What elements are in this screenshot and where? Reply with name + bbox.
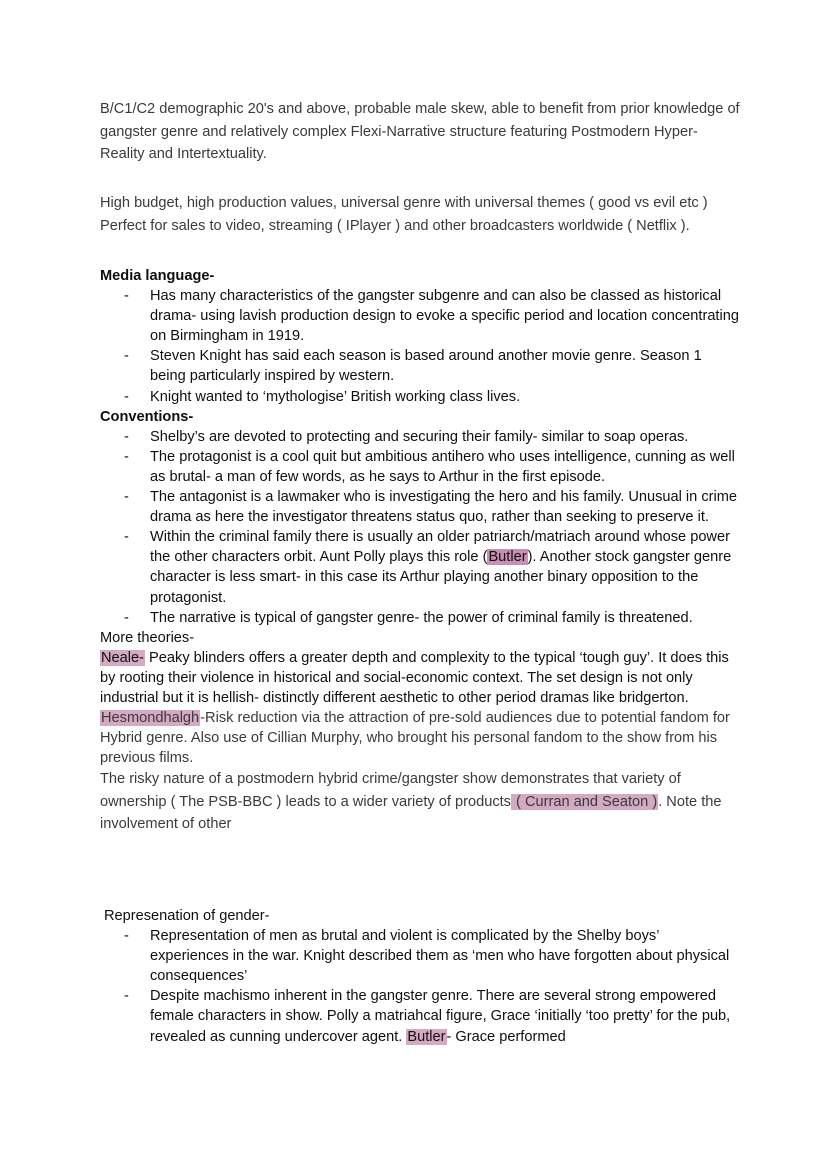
gender-heading: Represenation of gender- <box>104 908 270 924</box>
audience-paragraph: B/C1/C2 demographic 20's and above, probable male skew, able to benefit from prior knowledge of gangster genre and relatively complex Flexi-Narrative structure featuring Postmodern Hyper-Reality and Intertextuality. <box>100 101 740 162</box>
media-language-list <box>100 286 740 407</box>
gender-section <box>100 906 740 1047</box>
curran-paragraph: The risky nature of a postmodern hybrid crime/gangster show demonstrates that variety of ownership ( The PSB-BBC ) leads to a wider variety of products ( Curran and Seaton ). Note the involvement of other <box>100 771 722 833</box>
gender-list <box>100 926 740 1047</box>
conventions-list <box>100 427 740 628</box>
list-item: - Steven Knight has said each season is based around another movie genre. Season 1 being particularly inspired by western. <box>124 348 702 385</box>
dash-bullet-icon: - <box>124 489 129 506</box>
more-theories-heading: More theories- <box>100 629 195 646</box>
dash-bullet-icon: - <box>124 928 129 945</box>
citation-highlight-butler: Butler <box>488 549 527 566</box>
dash-bullet-icon: - <box>124 428 129 445</box>
citation-highlight-curran-seaton: ( Curran and Seaton ) <box>511 793 658 810</box>
dash-bullet-icon: - <box>124 529 129 546</box>
list-item: - The antagonist is a lawmaker who is investigating the hero and his family. Unusual in crime drama as here the investigator threatens status quo, rather than seeking to preserve it. <box>124 489 738 526</box>
budget-paragraph: High budget, high production values, universal genre with universal themes ( good vs evil etc ) Perfect for sales to video, streaming ( IPlayer ) and other broadcasters worldwide ( Netflix ). <box>100 195 708 234</box>
dash-bullet-icon: - <box>124 288 129 305</box>
citation-highlight-neale: Neale- <box>101 649 144 666</box>
list-item: - Despite machismo inherent in the gangster genre. There are several strong empowered female characters in show. Polly a matriahcal figure, Grace ‘initially ‘too pretty’ for the pub, revealed as cunning undercover agent. Butler- Grace performed <box>124 988 731 1045</box>
neale-paragraph: Neale- Peaky blinders offers a greater depth and complexity to the typical ‘tough guy’. It does this by rooting their violence in historical and social-economic context. The set design is not only industrial but it is hellish- distinctly different aesthetic to other period dramas like bridgerton. <box>100 649 729 706</box>
citation-highlight-hesmondhalgh: Hesmondhalgh <box>101 710 200 727</box>
media-language-heading: Media language- <box>100 268 215 284</box>
dash-bullet-icon: - <box>124 448 129 465</box>
list-item: - The narrative is typical of gangster genre- the power of criminal family is threatened. <box>150 608 740 628</box>
list-item: - Within the criminal family there is usually an older patriarch/matriach around whose power the other characters orbit. Aunt Polly plays this role (Butler). Another stock gangster genre character is less smart- in this case its Arthur playing another binary opposition to the protagonist. <box>124 529 732 606</box>
dash-bullet-icon: - <box>124 988 129 1005</box>
dash-bullet-icon: - <box>124 348 129 365</box>
citation-highlight-butler: Butler <box>407 1028 446 1045</box>
conventions-heading: Conventions- <box>100 408 194 425</box>
notes-section <box>100 266 740 836</box>
dash-bullet-icon: - <box>124 609 129 626</box>
list-item: - Knight wanted to ‘mythologise’ British working class lives. <box>150 387 740 407</box>
dash-bullet-icon: - <box>124 388 129 405</box>
hesmondhalgh-paragraph: Hesmondhalgh-Risk reduction via the attraction of pre-sold audiences due to potential fandom for Hybrid genre. Also use of Cillian Murphy, who brought his personal fandom to the show from his previous films. <box>100 710 730 767</box>
list-item: - The protagonist is a cool quit but ambitious antihero who uses intelligence, cunning as well as brutal- a man of few words, as he says to Arthur in the first episode. <box>124 448 735 485</box>
list-item: - Shelby’s are devoted to protecting and securing their family- similar to soap operas. <box>150 427 740 447</box>
list-item: - Has many characteristics of the gangster subgenre and can also be classed as historical drama- using lavish production design to evoke a specific period and location concentrating on Birmingham in 1919. <box>124 288 739 345</box>
list-item: - Representation of men as brutal and violent is complicated by the Shelby boys’ experiences in the war. Knight described them as ‘men who have forgotten about physical consequences’ <box>124 928 730 985</box>
